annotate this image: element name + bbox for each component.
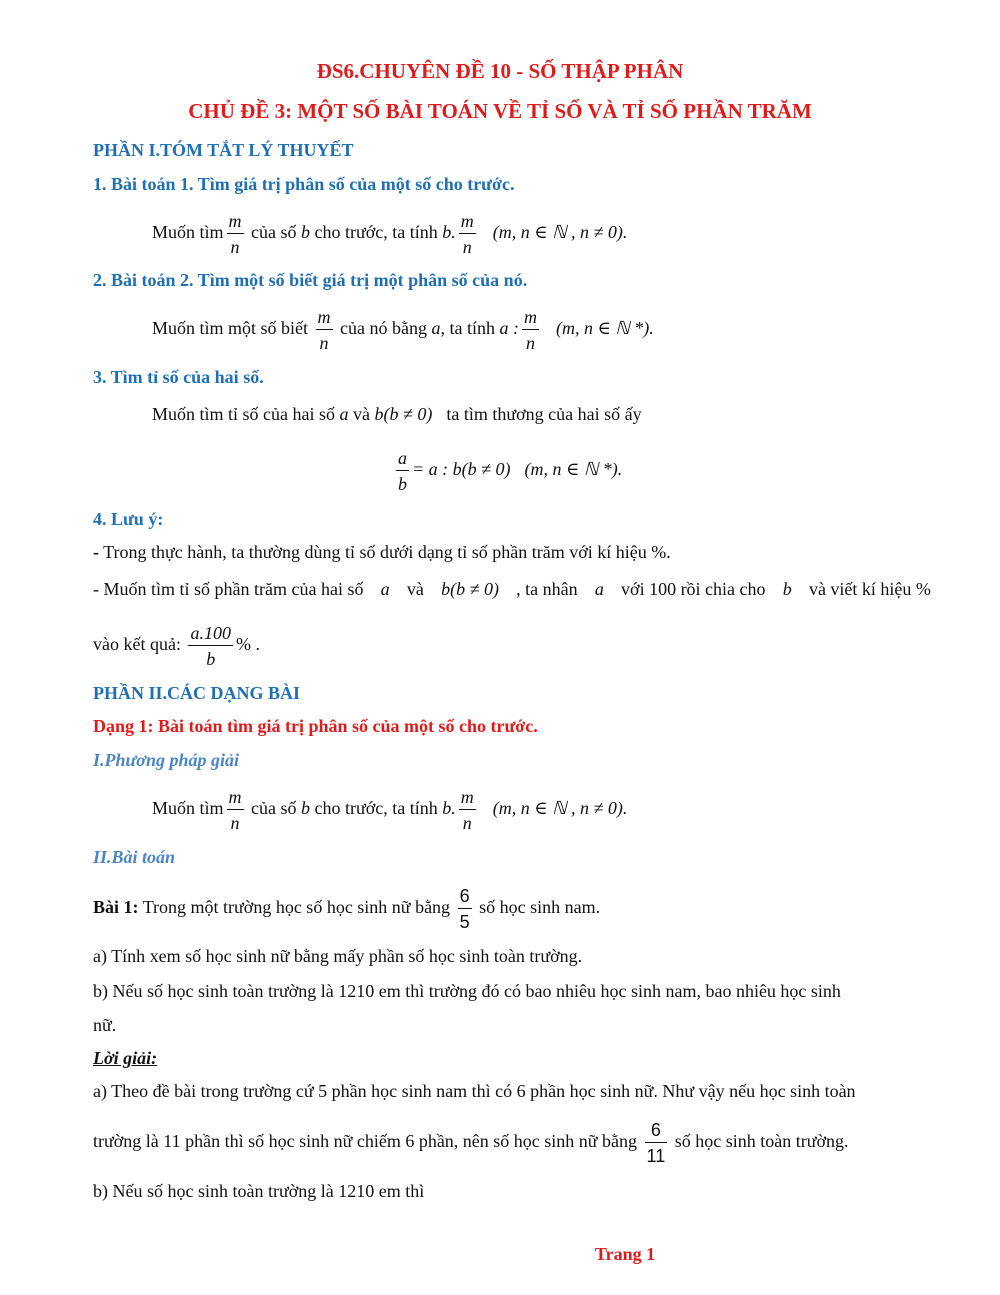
- part2-heading: PHẦN II.CÁC DẠNG BÀI: [93, 683, 301, 703]
- document-subtitle: CHỦ ĐỀ 3: MỘT SỐ BÀI TOÁN VỀ TỈ SỐ VÀ TỈ SỐ PHẦN TRĂM: [188, 99, 812, 123]
- problem1-statement: Bài 1: Trong một trường học số học sinh nữ bằng $\frac{6}{5}$ số học sinh nam.: [93, 885, 601, 932]
- fraction-6-5: $\frac{6}{5}$: [459, 885, 470, 932]
- solution-label: Lời giải:: [93, 1048, 158, 1068]
- problem1-question-b: b) Nếu số học sinh toàn trường là 1210 em thì trường đó có bao nhiêu học sinh nam, bao nhiêu học sinh: [93, 981, 841, 1001]
- condition-formula: (m, n ∈ ℕ *).: [524, 459, 623, 479]
- solution-b: b) Nếu số học sinh toàn trường là 1210 em thì: [93, 1181, 425, 1201]
- document-title: ĐS6.CHUYÊN ĐỀ 10 - SỐ THẬP PHÂN: [316, 59, 684, 83]
- problem1-question-b-cont: nữ.: [93, 1015, 117, 1035]
- fraction-m-n: $\frac{m}{n}$: [228, 210, 242, 257]
- fraction-m-n: $\frac{m}{n}$: [460, 786, 474, 833]
- section3-heading: 3. Tìm tỉ số của hai số.: [93, 367, 264, 387]
- condition-formula: (m, n ∈ ℕ , n ≠ 0).: [492, 798, 628, 818]
- solution-a-line-2: trường là 11 phần thì số học sinh nữ chiếm 6 phần, nên số học sinh nữ bằng $\frac{6}{11}$ số học sinh toàn trường.: [93, 1119, 849, 1166]
- page-number: Trang 1: [594, 1244, 656, 1264]
- section4-heading: 4. Lưu ý:: [93, 509, 164, 529]
- fraction-a-b: $\frac{a}{b}$: [398, 447, 407, 494]
- fraction-m-n: $\frac{m}{n}$: [317, 306, 331, 353]
- section3-formula: $\frac{a}{b}$ = a : b(b ≠ 0) (m, n ∈ ℕ *).: [398, 447, 623, 494]
- section3-text: Muốn tìm tỉ số của hai số a và b(b ≠ 0) ta tìm thương của hai số ấy: [152, 404, 642, 424]
- solution-a-line-1: a) Theo đề bài trong trường cứ 5 phần học sinh nam thì có 6 phần học sinh nữ. Như vậy nếu học sinh toàn: [93, 1081, 856, 1101]
- fraction-m-n: $\frac{m}{n}$: [228, 786, 242, 833]
- note-line-3: vào kết quả: $\frac{a.100}{b}$ % .: [93, 622, 260, 669]
- condition-formula: (m, n ∈ ℕ *).: [555, 318, 654, 338]
- dang1-heading: Dạng 1: Bài toán tìm giá trị phân số của một số cho trước.: [93, 716, 538, 736]
- problems-heading: II.Bài toán: [93, 847, 176, 867]
- section2-heading: 2. Bài toán 2. Tìm một số biết giá trị một phân số của nó.: [93, 270, 528, 290]
- fraction-m-n: $\frac{m}{n}$: [460, 210, 474, 257]
- note-line-1: - Trong thực hành, ta thường dùng tỉ số dưới dạng tỉ số phần trăm với kí hiệu %.: [93, 542, 671, 562]
- fraction-6-11: $\frac{6}{11}$: [646, 1119, 666, 1166]
- section1-heading: 1. Bài toán 1. Tìm giá trị phân số của một số cho trước.: [93, 174, 515, 194]
- method-text: Muốn tìm $\frac{m}{n}$ của số b cho trước, ta tính b. $\frac{m}{n}$ (m, n ∈ ℕ , n ≠ 0).: [152, 786, 628, 833]
- note-line-2: - Muốn tìm tỉ số phần trăm của hai số a và b(b ≠ 0) , ta nhân a với 100 rồi chia cho b và viết kí hiệu %: [93, 579, 931, 599]
- condition-formula: (m, n ∈ ℕ , n ≠ 0).: [492, 222, 628, 242]
- section2-text: Muốn tìm một số biết $\frac{m}{n}$ của nó bằng a, ta tính a : $\frac{m}{n}$ (m, n ∈ ℕ *).: [152, 306, 654, 353]
- part1-heading: PHẦN I.TÓM TẮT LÝ THUYẾT: [93, 140, 354, 160]
- problem1-question-a: a) Tính xem số học sinh nữ bằng mấy phần số học sinh toàn trường.: [93, 946, 583, 966]
- fraction-m-n: $\frac{m}{n}$: [523, 306, 537, 353]
- section1-text: Muốn tìm $\frac{m}{n}$ của số b cho trước, ta tính b. $\frac{m}{n}$ (m, n ∈ ℕ , n ≠ 0).: [152, 210, 628, 257]
- fraction-percent: $\frac{a.100}{b}$: [190, 622, 231, 669]
- method-heading: I.Phương pháp giải: [93, 750, 239, 770]
